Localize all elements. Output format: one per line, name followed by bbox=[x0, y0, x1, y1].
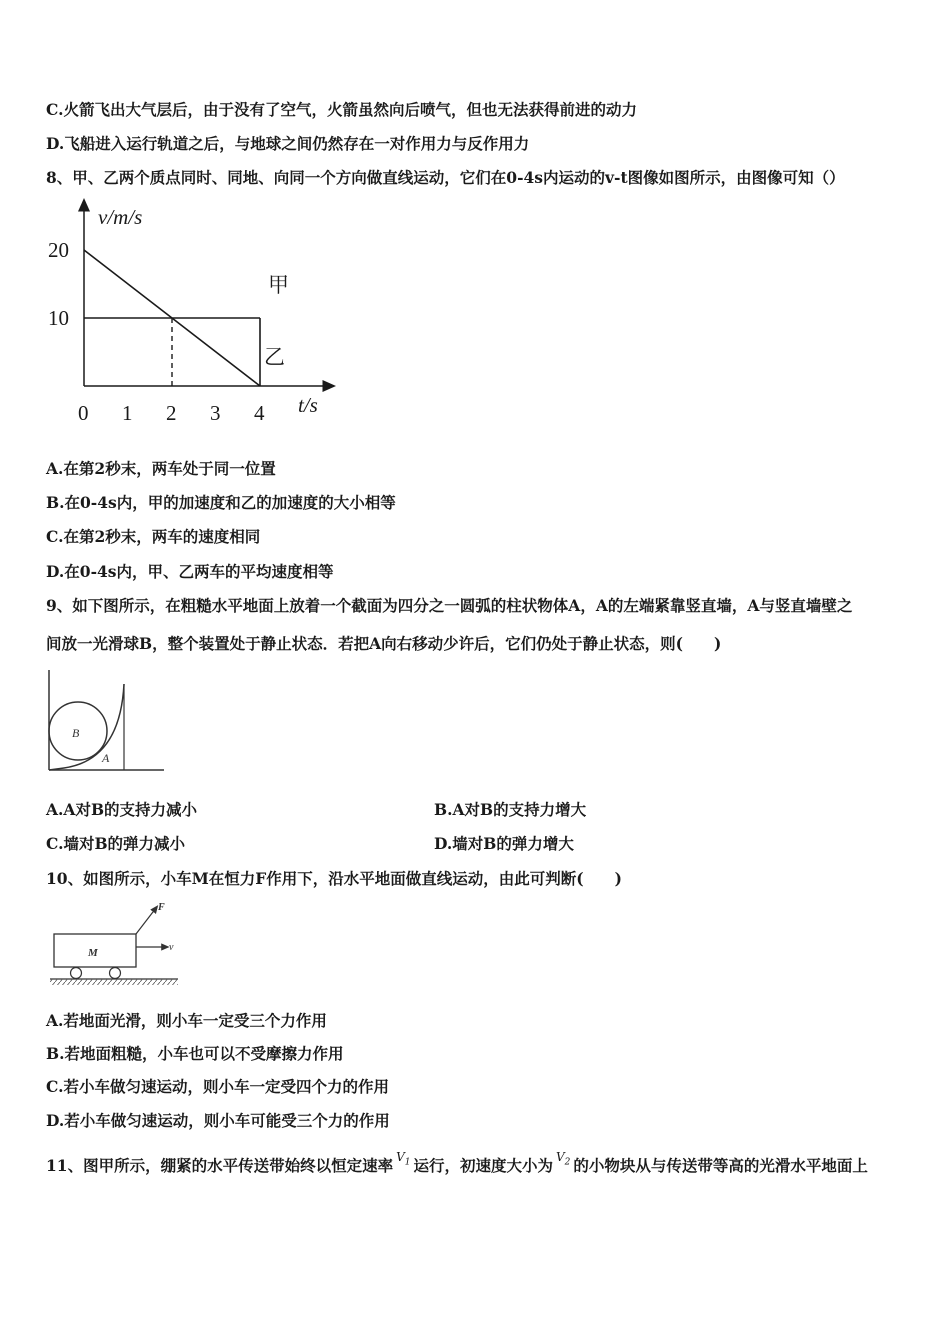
label-m: M bbox=[88, 947, 98, 959]
q7-option-c: C.火箭飞出大气层后，由于没有了空气，火箭虽然向后喷气，但也无法获得前进的动力 bbox=[46, 100, 637, 119]
x-tick-label-4: 4 bbox=[254, 401, 265, 425]
y-tick-label-10: 10 bbox=[48, 306, 69, 330]
q9-option-a: A.A对B的支持力减小 bbox=[46, 800, 198, 819]
x-tick-label-3: 3 bbox=[210, 401, 221, 425]
q11-stem bbox=[46, 1150, 868, 1182]
q8-option-b: B.在0-4s内，甲的加速度和乙的加速度的大小相等 bbox=[46, 493, 396, 512]
force-f-arrow bbox=[136, 908, 156, 934]
y-tick-label-20: 20 bbox=[48, 238, 69, 262]
q9-option-c: C.墙对B的弹力减小 bbox=[46, 834, 186, 853]
x-tick-label-1: 1 bbox=[122, 401, 133, 425]
q8-option-d: D.在0-4s内，甲、乙两车的平均速度相等 bbox=[46, 562, 334, 581]
q8-option-c: C.在第2秒末，两车的速度相同 bbox=[46, 527, 261, 546]
q10-option-d: D.若小车做匀速运动，则小车可能受三个力的作用 bbox=[46, 1111, 390, 1130]
q9-figure bbox=[44, 664, 168, 774]
wheel-left bbox=[71, 968, 82, 979]
quarter-arc bbox=[49, 684, 124, 770]
q7-option-d: D.飞船进入运行轨道之后，与地球之间仍然存在一对作用力与反作用力 bbox=[46, 134, 530, 153]
q11-text-1: 11、图甲所示，绷紧的水平传送带始终以恒定速率 bbox=[46, 1156, 394, 1175]
q10-figure bbox=[50, 898, 180, 988]
q11-text-3: 的小物块从与传送带等高的光滑水平地面上 bbox=[573, 1156, 868, 1175]
ground-hatch bbox=[50, 979, 178, 985]
series-label-yi: 乙 bbox=[264, 345, 285, 369]
q9-stem-line1: 9、如下图所示，在粗糙水平地面上放着一个截面为四分之一圆弧的柱状物体A，A的左端紧靠竖直墙，A与竖直墙壁之 bbox=[46, 596, 853, 615]
wheel-right bbox=[110, 968, 121, 979]
symbol-v2: $V_2$ bbox=[556, 1150, 571, 1168]
label-a: A bbox=[102, 751, 110, 765]
label-b: B bbox=[72, 726, 80, 740]
q9-stem-line2: 间放一光滑球B，整个装置处于静止状态．若把A向右移动少许后，它们仍处于静止状态，则( ) bbox=[46, 634, 722, 653]
q10-option-b: B.若地面粗糙，小车也可以不受摩擦力作用 bbox=[46, 1044, 344, 1063]
q10-option-a: A.若地面光滑，则小车一定受三个力作用 bbox=[46, 1011, 327, 1030]
series-label-jia: 甲 bbox=[268, 273, 289, 297]
q9-option-b: B.A对B的支持力增大 bbox=[434, 800, 587, 819]
x-axis-label: t/s bbox=[298, 393, 318, 417]
label-v: v bbox=[169, 942, 174, 953]
q10-option-c: C.若小车做匀速运动，则小车一定受四个力的作用 bbox=[46, 1077, 389, 1096]
q11-text-2: 运行，初速度大小为 bbox=[413, 1156, 553, 1175]
symbol-v1: $V_1$ bbox=[396, 1150, 411, 1168]
q8-stem: 8、甲、乙两个质点同时、同地、向同一个方向做直线运动，它们在0-4s内运动的v-t图像如图所示，由图像可知（） bbox=[46, 168, 845, 187]
x-tick-label-0: 0 bbox=[78, 401, 89, 425]
y-axis-label: v/m/s bbox=[98, 205, 143, 229]
q8-option-a: A.在第2秒末，两车处于同一位置 bbox=[46, 459, 276, 478]
vt-chart bbox=[40, 196, 340, 431]
label-f: F bbox=[158, 902, 165, 913]
x-tick-label-2: 2 bbox=[166, 401, 177, 425]
q9-option-d: D.墙对B的弹力增大 bbox=[434, 834, 574, 853]
q10-stem: 10、如图所示，小车M在恒力F作用下，沿水平地面做直线运动，由此可判断( ) bbox=[46, 869, 622, 888]
